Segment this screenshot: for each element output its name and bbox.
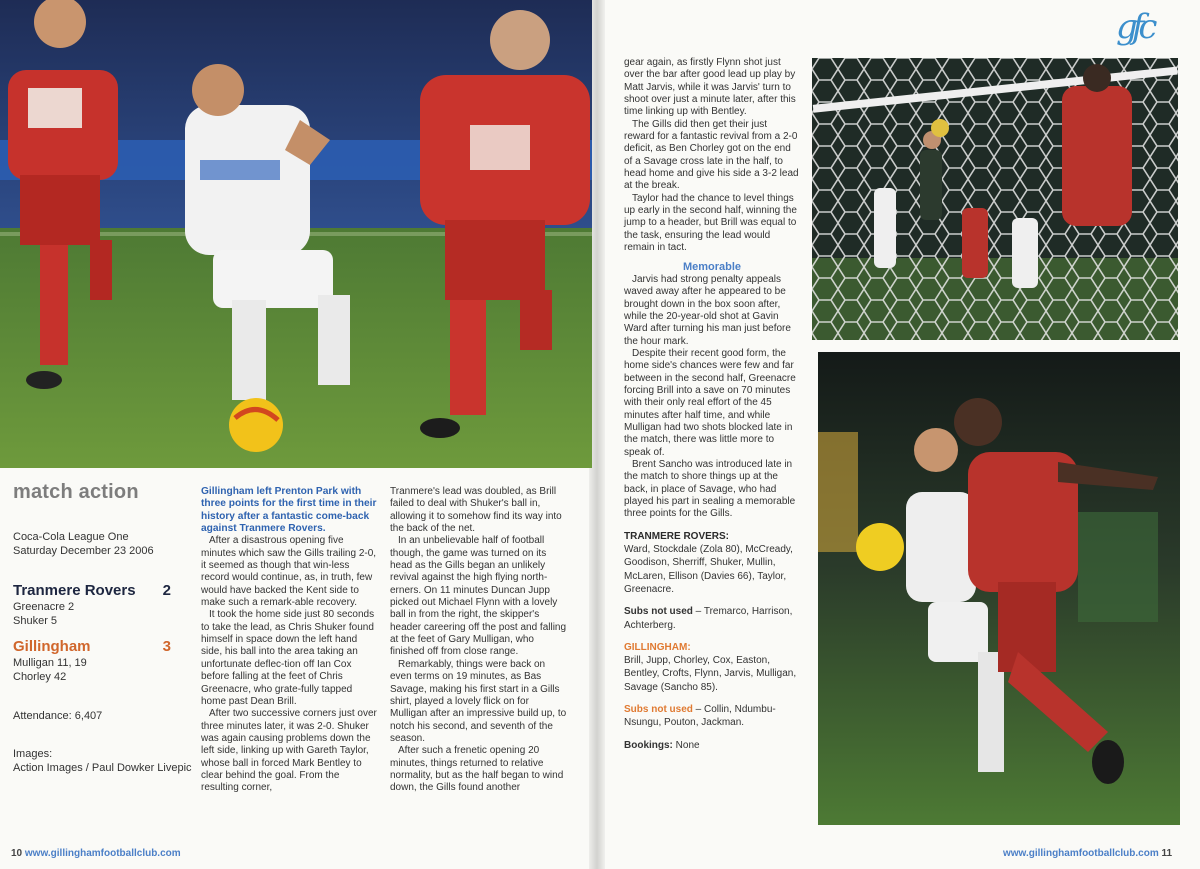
article-paragraph: Jarvis had strong penalty appeals waved away after he appeared to be brought down in the box soon after, while the 20-year-old shot at Gavin Ward after turning his man just before the hour mark. — [624, 273, 791, 347]
scorer-line: Shuker 5 — [13, 615, 58, 627]
page-number: 11 — [1161, 848, 1173, 859]
attendance: Attendance: 6,407 — [13, 710, 103, 722]
footer-left — [11, 848, 181, 859]
football — [856, 523, 904, 571]
subs-list: – Tremarco, Harrison, Achterberg. — [624, 606, 793, 631]
match-photo-tackle — [818, 352, 1180, 825]
home-team-name: Tranmere Rovers — [13, 582, 136, 599]
article-column-1 — [201, 486, 377, 795]
article-intro: Gillingham left Prenton Park with three points for the first time in their history after a fantastic come-back against Tranmere Rovers. — [201, 486, 377, 535]
away-team-row — [13, 638, 171, 655]
tranmere-subs — [624, 605, 800, 632]
match-photo-main-illustration — [0, 0, 592, 468]
match-date: Saturday December 23 2006 — [13, 545, 154, 557]
bookings — [624, 739, 800, 752]
club-logo: gfc — [1116, 7, 1152, 47]
match-photo-goalmouth — [812, 58, 1178, 340]
match-photo-main — [0, 0, 592, 468]
bookings-value: None — [672, 739, 700, 751]
article-paragraph: The Gills did then get their just reward for a fantastic revival from a 2-0 deficit, as Ben Chorley got on the end of a Savage cross late in the half, to head home and give his side a 3-2 lead at the break. — [624, 118, 799, 192]
article-paragraph: Despite their recent good form, the home side's chances were few and far between in the second half, Greenacre forcing Brill into a save on 70 minutes with their only real effort of the 45 minutes after half time, and while Mulligan had two shots blocked late in the match, there was little more to speak of. — [624, 347, 796, 458]
home-team-row — [13, 582, 171, 599]
away-team-score: 3 — [162, 638, 171, 655]
match-info — [13, 530, 154, 558]
article-paragraph: In an unbelievable half of football though, the game was turned on its head as the Gills began an unlikely revival against the high flying north-erners. On 11 minutes Duncan Jupp picked out Michael Flynn with a lovely ball in from the right, the skipper's header careering off the post and falling at the feet of Gary Mulligan, who finished off from close range. — [390, 535, 567, 658]
goalmouth-illustration — [812, 58, 1178, 340]
football — [931, 119, 949, 137]
article-paragraph: After two successive corners just over three minutes later, it was 2-0. Shuker was again causing problems down the left side, linking up with Gareth Taylor, whose ball in forced Mark Bentley to clear behind the goal. From the resulting corner, — [201, 708, 377, 794]
section-title: match action — [13, 481, 139, 503]
article-paragraph: Remarkably, things were back on even terms on 19 minutes, as Bas Savage, making his first start in a Gills shirt, played a lovely flick on for Mulligan after an impressive build up, to notch his second, and seventh of the season. — [390, 658, 567, 744]
tackle-illustration — [818, 352, 1180, 825]
subs-label: Subs not used — [624, 703, 693, 715]
away-team-name: Gillingham — [13, 638, 91, 655]
article-paragraph: gear again, as firstly Flynn shot just over the bar after good lead up play by Matt Jarvis, while it was Jarvis' turn to shoot over just a minute later, after this time linking up with Bentley. — [624, 57, 796, 118]
tranmere-lineup-label: TRANMERE ROVERS: — [624, 530, 730, 542]
article-paragraph: Taylor had the chance to level things up early in the second half, winning the jump to a header, but Brill was equal to the task, ensuring the lead would remain in tact. — [624, 192, 797, 254]
gillingham-lineup: Brill, Jupp, Chorley, Cox, Easton, Bentley, Crofts, Flynn, Jarvis, Mulligan, Savage (Sancho 85). — [624, 655, 797, 693]
images-label: Images: — [13, 748, 53, 760]
bookings-label: Bookings: — [624, 739, 673, 751]
footer-url[interactable]: www.gillinghamfootballclub.com — [24, 848, 181, 859]
image-credits — [13, 747, 192, 775]
images-credit: Action Images / Paul Dowker Livepic — [13, 762, 192, 774]
article-paragraph: After a disastrous opening five minutes which saw the Gills trailing 2-0, it seemed as though that win-less record would continue, as, in truth, few would have backed the Kent side to make such a remark-able recovery. — [201, 535, 377, 609]
subs-label: Subs not used — [624, 606, 693, 618]
page-number: 10 — [11, 848, 23, 859]
article-paragraph: Brent Sancho was introduced late in the match to shore things up at the back, in place of Savage, who had played his part in sealing a memorable three points for the Gills. — [624, 459, 796, 520]
article-column-2 — [390, 486, 568, 795]
article-paragraph: It took the home side just 80 seconds to take the lead, as Chris Shuker found himself in space down the left hand side, his ball into the area taking an unfortunate deflec-tion off Ian Cox before falling at the feet of Chris Greenacre, who grate-fully tapped home past Dean Brill. — [201, 609, 375, 707]
tranmere-lineup: Ward, Stockdale (Zola 80), McCready, Goodison, Sherriff, Shuker, Mullin, McLaren, Ellison (Davies 66), Taylor, Greenacre. — [624, 544, 793, 595]
away-scorers — [13, 656, 87, 684]
football — [229, 398, 283, 452]
footer-url[interactable]: www.gillinghamfootballclub.com — [1003, 848, 1159, 859]
competition-name: Coca-Cola League One — [13, 531, 129, 543]
lineups — [624, 530, 800, 752]
subs-list: – Collin, Ndumbu-Nsungu, Pouton, Jackman. — [624, 703, 776, 729]
article-subheading: Memorable — [682, 260, 742, 273]
home-team-score: 2 — [162, 582, 171, 599]
footer-right — [1003, 848, 1172, 859]
scorer-line: Mulligan 11, 19 — [13, 657, 87, 669]
article-paragraph: After such a frenetic opening 20 minutes, things returned to relative normality, but as the half began to wind down, the Gills found another — [390, 745, 564, 794]
scorer-line: Greenacre 2 — [13, 601, 75, 613]
article-paragraph: Tranmere's lead was doubled, as Brill failed to deal with Shuker's ball in, allowing it to somehow find its way into the back of the net. — [390, 486, 562, 535]
article-column-3 — [624, 57, 800, 752]
scorer-line: Chorley 42 — [13, 671, 67, 683]
gillingham-lineup-label: GILLINGHAM: — [624, 641, 691, 653]
home-scorers — [13, 600, 74, 628]
gillingham-subs — [624, 703, 800, 730]
